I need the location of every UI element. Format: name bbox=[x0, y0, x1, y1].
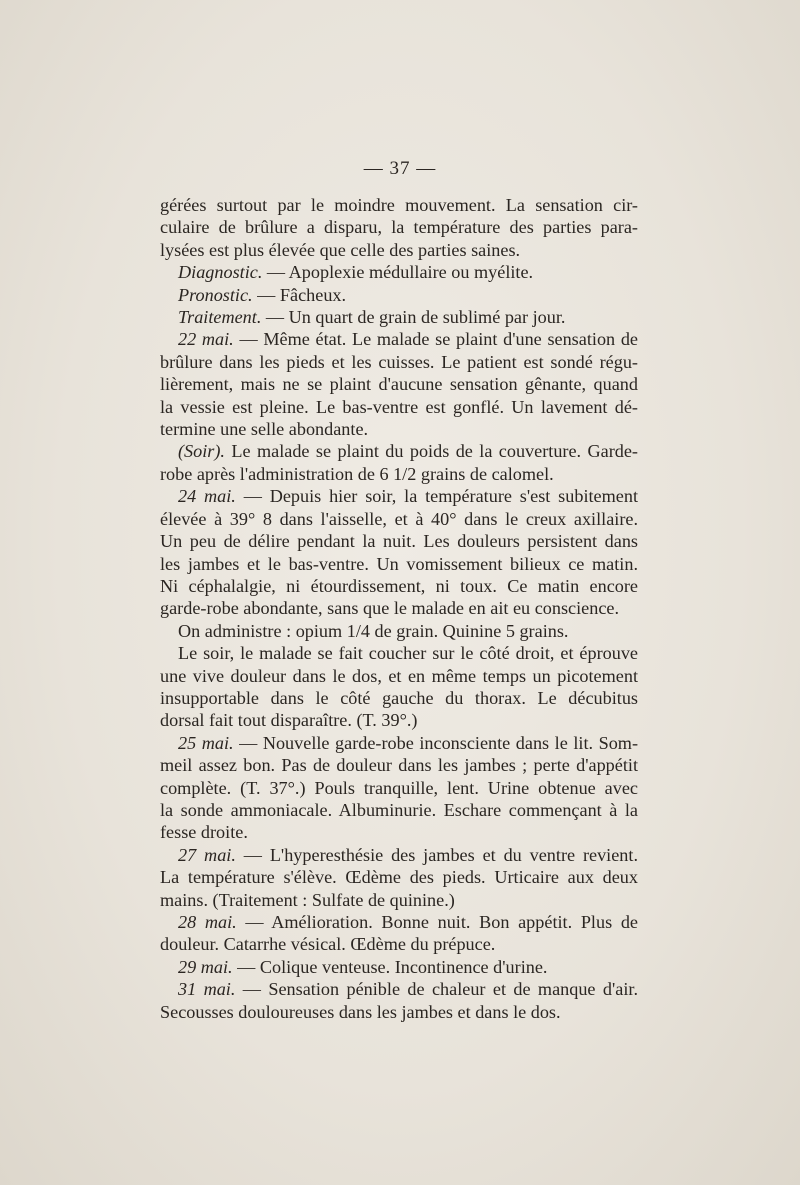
text-line bbox=[160, 889, 638, 911]
text-line bbox=[160, 866, 638, 888]
line-text: brûlure dans les pieds et les cuisses. Le patient est sondé régu- bbox=[160, 351, 638, 372]
entry-lead: (Soir). bbox=[178, 441, 225, 462]
text-line bbox=[160, 642, 638, 664]
entry-lead: 27 mai. bbox=[178, 844, 236, 865]
text-line bbox=[160, 328, 638, 350]
line-text: meil assez bon. Pas de douleur dans les jambes ; perte d'appétit bbox=[160, 755, 638, 776]
text-line bbox=[160, 754, 638, 776]
text-line bbox=[160, 799, 638, 821]
line-text: — L'hyperesthésie des jambes et du ventre revient. bbox=[235, 844, 638, 865]
line-text: — Amélioration. Bonne nuit. Bon appétit. Plus de bbox=[236, 912, 639, 932]
text-line bbox=[160, 530, 638, 552]
line-text: mains. (Traitement : Sulfate de quinine.) bbox=[160, 889, 455, 910]
text-line bbox=[160, 978, 638, 1000]
text-line bbox=[160, 284, 638, 306]
line-text: termine une selle abondante. bbox=[160, 419, 369, 440]
text-line bbox=[160, 709, 638, 731]
line-text: robe après l'administration de 6 1/2 grains de calomel. bbox=[160, 463, 554, 484]
line-text: élevée à 39° 8 dans l'aisselle, et à 40° dans le creux axillaire. bbox=[160, 508, 638, 529]
line-text: culaire de brûlure a disparu, la température des parties para- bbox=[160, 217, 638, 238]
line-text: lièrement, mais ne se plaint d'aucune sensation gênante, quand bbox=[160, 374, 638, 395]
text-line bbox=[160, 620, 638, 642]
text-line bbox=[160, 777, 638, 799]
text-line bbox=[160, 485, 638, 507]
text-line bbox=[160, 440, 638, 462]
text-line bbox=[160, 306, 638, 328]
text-line bbox=[160, 239, 638, 261]
line-text: complète. (T. 37°.) Pouls tranquille, lent. Urine obtenue avec bbox=[160, 777, 638, 798]
line-text: garde-robe abondante, sans que le malade en ait eu conscience. bbox=[160, 598, 620, 619]
entry-lead: 22 mai. bbox=[178, 329, 234, 350]
line-text: On administre : opium 1/4 de grain. Quinine 5 grains. bbox=[178, 620, 569, 641]
text-line bbox=[160, 463, 638, 485]
text-line bbox=[160, 351, 638, 373]
line-text: Secousses douloureuses dans les jambes et dans le dos. bbox=[160, 1001, 561, 1022]
text-line bbox=[160, 911, 638, 933]
entry-lead: Diagnostic. bbox=[178, 262, 263, 283]
entry-lead: 24 mai. bbox=[178, 486, 236, 507]
text-line bbox=[160, 665, 638, 687]
line-text: fesse droite. bbox=[160, 822, 248, 843]
entry-lead: Traitement. bbox=[178, 307, 262, 328]
text-line bbox=[160, 508, 638, 530]
line-text: — Même état. Le malade se plaint d'une sensation de bbox=[233, 329, 639, 350]
page-number: — 37 — bbox=[363, 158, 437, 179]
line-text: — Depuis hier soir, la température s'est subitement bbox=[235, 486, 638, 507]
entry-lead: 31 mai. bbox=[178, 979, 236, 1000]
text-line bbox=[160, 1001, 638, 1023]
line-text: Un peu de délire pendant la nuit. Les douleurs persistent dans bbox=[160, 531, 638, 552]
text-line bbox=[160, 194, 638, 216]
text-line bbox=[160, 396, 638, 418]
text-line bbox=[160, 373, 638, 395]
entry-lead: Pronostic. bbox=[178, 284, 253, 305]
line-text: — Apoplexie médullaire ou myélite. bbox=[262, 262, 534, 283]
entry-lead: 29 mai. bbox=[178, 956, 233, 977]
text-line bbox=[160, 553, 638, 575]
line-text: — Colique venteuse. Incontinence d'urine. bbox=[232, 956, 548, 977]
line-text: les jambes et le bas-ventre. Un vomissement bilieux ce matin. bbox=[160, 553, 638, 574]
text-line bbox=[160, 844, 638, 866]
text-line bbox=[160, 956, 638, 978]
line-text: une vive douleur dans le dos, et en même temps un picotement bbox=[160, 665, 638, 686]
line-text: La température s'élève. Œdème des pieds. Urticaire aux deux bbox=[160, 867, 638, 888]
text-line bbox=[160, 597, 638, 619]
line-text: la vessie est pleine. Le bas-ventre est gonflé. Un lavement dé- bbox=[160, 396, 638, 417]
line-text: Ni céphalalgie, ni étourdissement, ni toux. Ce matin encore bbox=[160, 575, 638, 596]
text-line bbox=[160, 933, 638, 955]
line-text: Le soir, le malade se fait coucher sur le côté droit, et éprouve bbox=[178, 643, 638, 664]
text-line bbox=[160, 732, 638, 754]
line-text: gérées surtout par le moindre mouvement. La sensation cir- bbox=[160, 195, 638, 215]
text-line bbox=[160, 821, 638, 843]
text-line bbox=[160, 216, 638, 238]
line-text: Le malade se plaint du poids de la couverture. Garde- bbox=[224, 441, 638, 462]
line-text: la sonde ammoniacale. Albuminurie. Eschare commençant à la bbox=[160, 799, 638, 820]
entry-lead: 25 mai. bbox=[178, 732, 234, 753]
text-line bbox=[160, 418, 638, 440]
line-text: lysées est plus élevée que celle des parties saines. bbox=[160, 239, 521, 260]
body-text bbox=[160, 194, 638, 1023]
line-text: dorsal fait tout disparaître. (T. 39°.) bbox=[160, 710, 418, 731]
line-text: — Fâcheux. bbox=[252, 284, 347, 305]
text-line bbox=[160, 261, 638, 283]
line-text: douleur. Catarrhe vésical. Œdème du prépuce. bbox=[160, 934, 496, 955]
line-text: insupportable dans le côté gauche du thorax. Le décubitus bbox=[160, 687, 638, 708]
line-text: — Sensation pénible de chaleur et de manque d'air. bbox=[235, 979, 638, 1000]
line-text: — Un quart de grain de sublimé par jour. bbox=[261, 307, 566, 328]
line-text: — Nouvelle garde-robe inconsciente dans le lit. Som- bbox=[233, 732, 638, 753]
text-line bbox=[160, 575, 638, 597]
entry-lead: 28 mai. bbox=[178, 912, 237, 932]
text-line bbox=[160, 687, 638, 709]
